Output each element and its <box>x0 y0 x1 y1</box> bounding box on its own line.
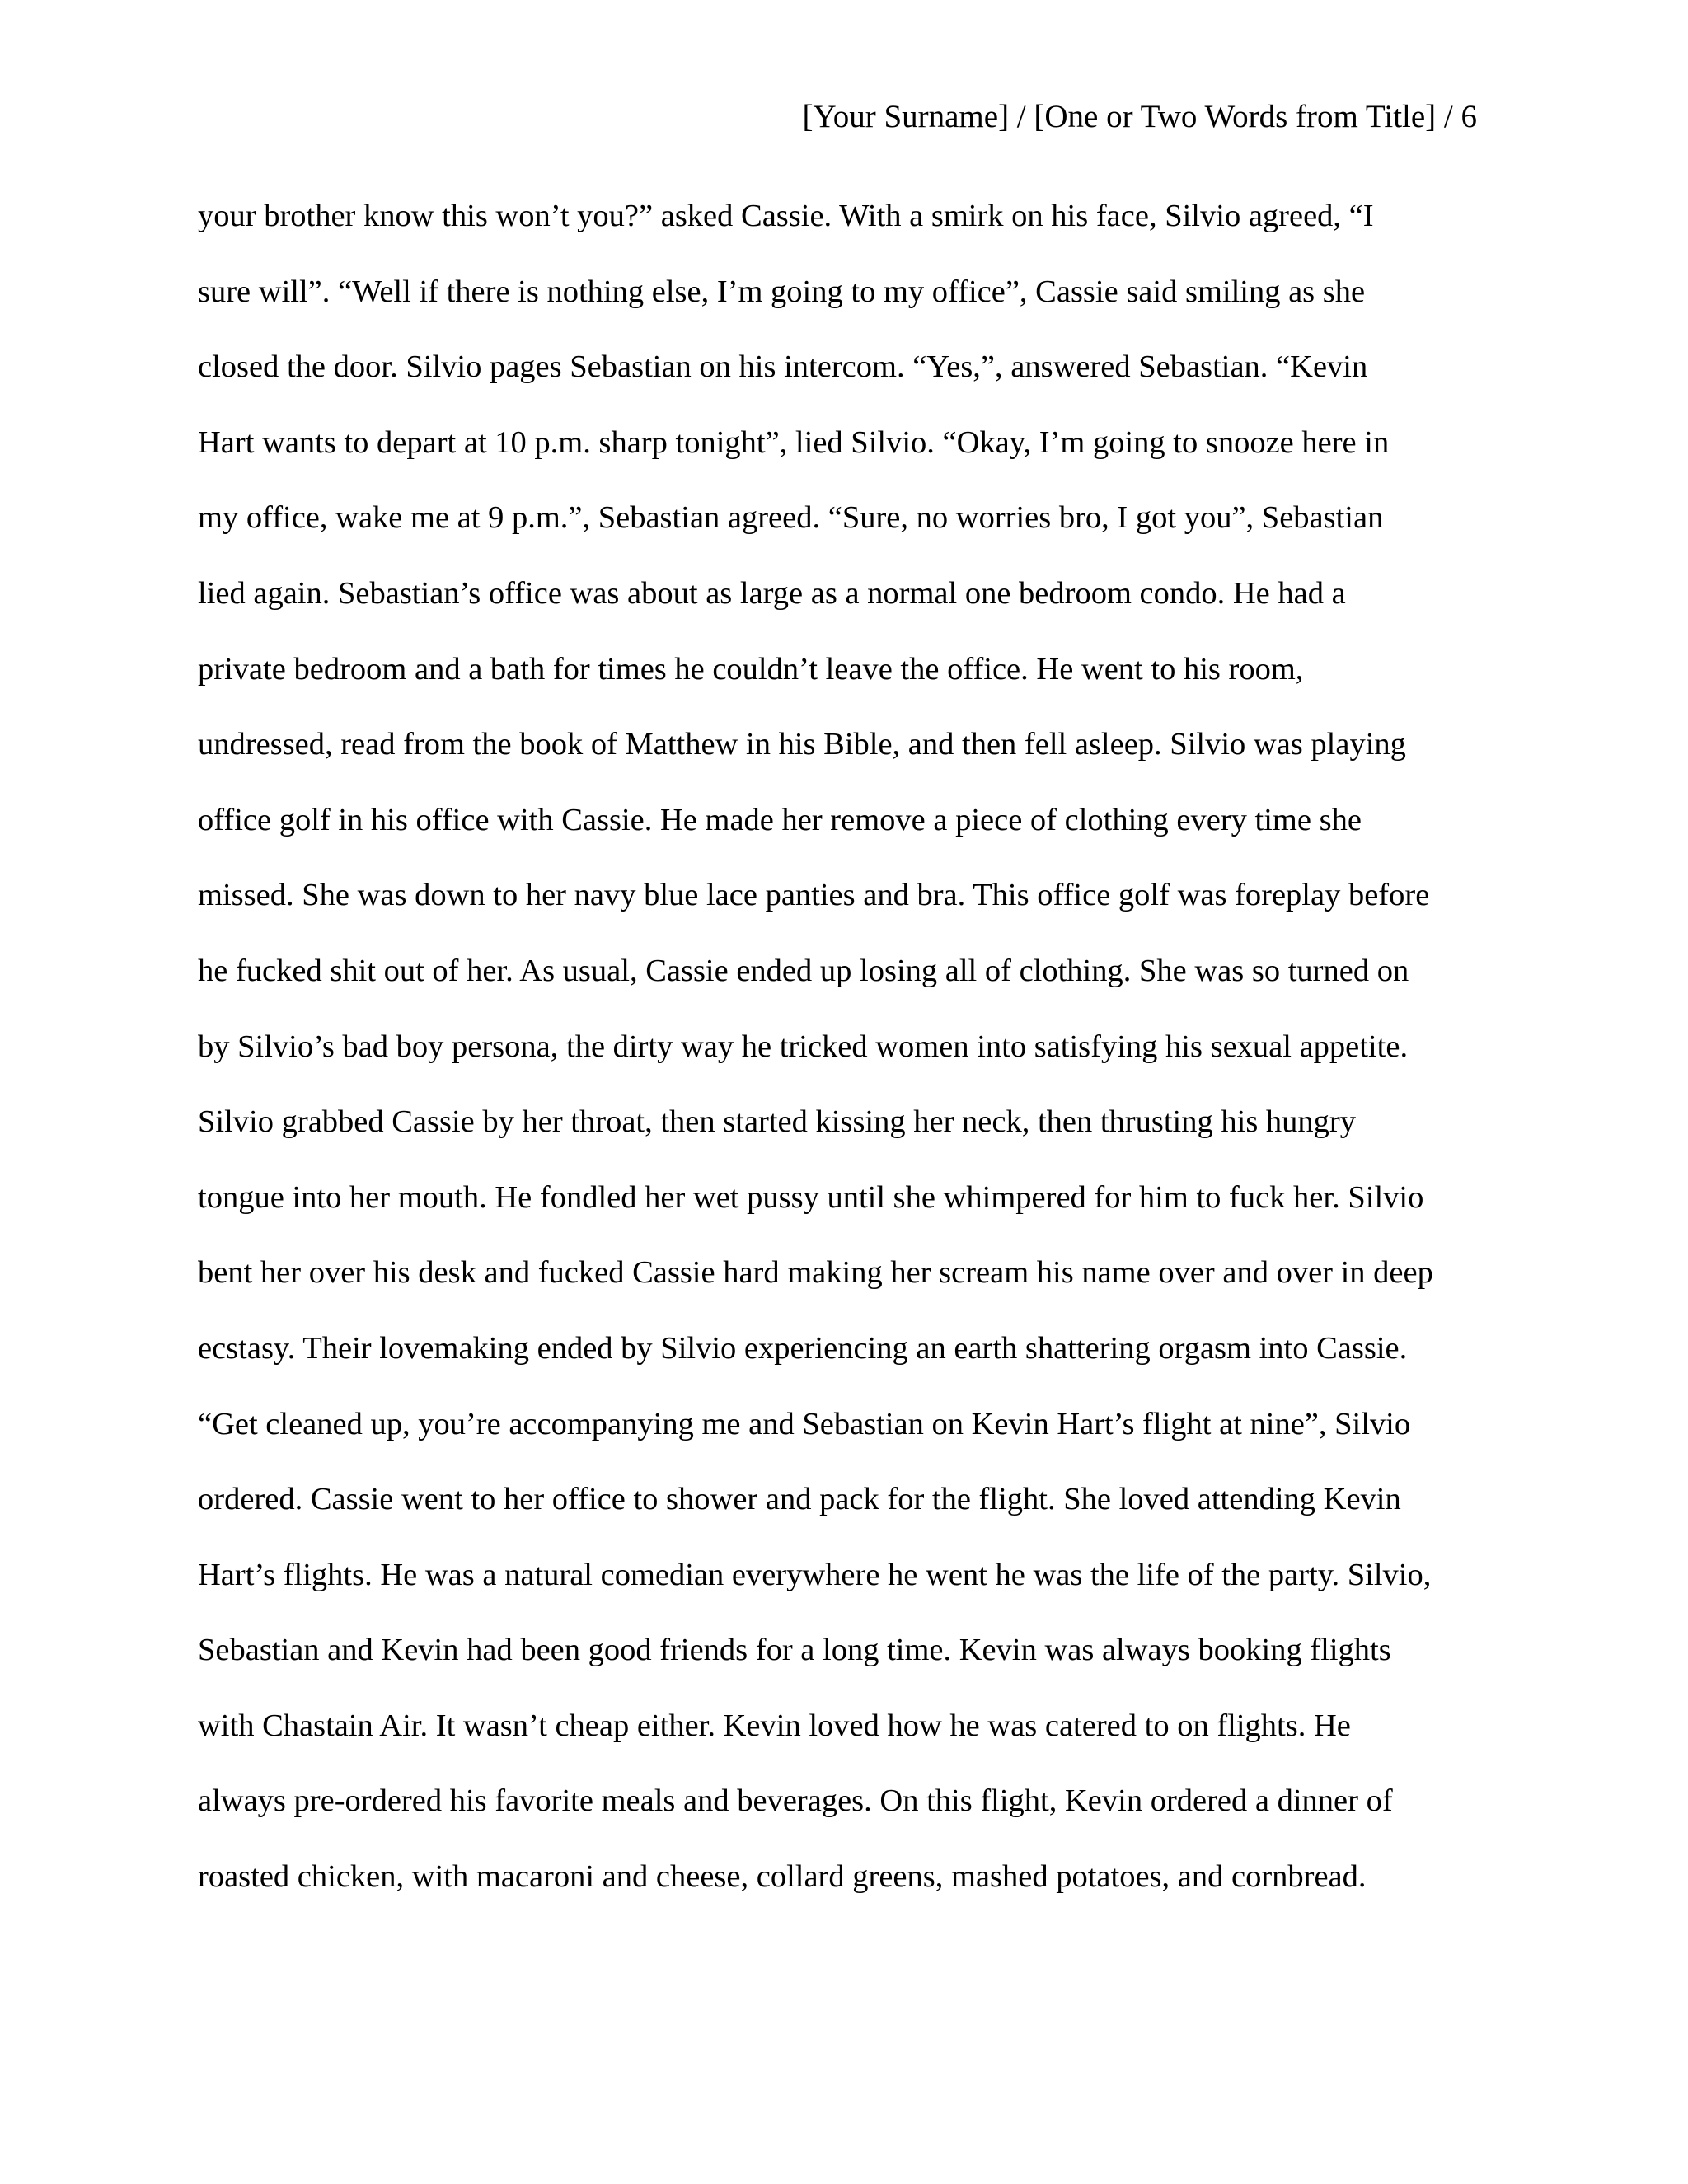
text-line: your brother know this won’t you?” asked Cassie. With a smirk on his face, Silvio agreed, “I <box>198 199 1374 233</box>
text-line: with Chastain Air. It wasn’t cheap either. Kevin loved how he was catered to on flights. He <box>198 1708 1351 1743</box>
text-line: sure will”. “Well if there is nothing else, I’m going to my office”, Cassie said smiling as she <box>198 274 1366 309</box>
text-line: tongue into her mouth. He fondled her wet pussy until she whimpered for him to fuck her. Silvio <box>198 1179 1424 1215</box>
text-line: office golf in his office with Cassie. He made her remove a piece of clothing every time she <box>198 802 1362 837</box>
text-line: Silvio grabbed Cassie by her throat, then started kissing her neck, then thrusting his hungry <box>198 1104 1357 1140</box>
running-head: [Your Surname] / [One or Two Words from Title] / 6 <box>802 99 1477 134</box>
text-line: bent her over his desk and fucked Cassie hard making her scream his name over and over in deep <box>198 1255 1433 1291</box>
text-line: by Silvio’s bad boy persona, the dirty way he tricked women into satisfying his sexual appetite. <box>198 1029 1409 1064</box>
text-line: Sebastian and Kevin had been good friends for a long time. Kevin was always booking flights <box>198 1633 1391 1668</box>
text-line: lied again. Sebastian’s office was about as large as a normal one bedroom condo. He had a <box>198 575 1346 611</box>
text-line: my office, wake me at 9 p.m.”, Sebastian agreed. “Sure, no worries bro, I got you”, Sebastian <box>198 500 1384 536</box>
text-line: “Get cleaned up, you’re accompanying me and Sebastian on Kevin Hart’s flight at nine”, Silvio <box>198 1406 1411 1441</box>
text-line: ecstasy. Their lovemaking ended by Silvio experiencing an earth shattering orgasm into Cassie. <box>198 1330 1408 1366</box>
body-text <box>198 191 1517 1928</box>
text-line: missed. She was down to her navy blue lace panties and bra. This office golf was foreplay before <box>198 878 1430 913</box>
text-line: Hart wants to depart at 10 p.m. sharp tonight”, lied Silvio. “Okay, I’m going to snooze here in <box>198 424 1390 460</box>
text-line: ordered. Cassie went to her office to shower and pack for the flight. She loved attending Kevin <box>198 1482 1401 1517</box>
text-line: closed the door. Silvio pages Sebastian on his intercom. “Yes,”, answered Sebastian. “Kevin <box>198 349 1368 385</box>
text-line: roasted chicken, with macaroni and cheese, collard greens, mashed potatoes, and cornbread. <box>198 1859 1367 1895</box>
text-line: always pre-ordered his favorite meals and beverages. On this flight, Kevin ordered a dinner of <box>198 1783 1393 1819</box>
text-line: he fucked shit out of her. As usual, Cassie ended up losing all of clothing. She was so turned on <box>198 953 1409 988</box>
text-line: Hart’s flights. He was a natural comedian everywhere he went he was the life of the party. Silvio, <box>198 1557 1432 1592</box>
text-line: undressed, read from the book of Matthew in his Bible, and then fell asleep. Silvio was playing <box>198 727 1406 762</box>
text-line: private bedroom and a bath for times he couldn’t leave the office. He went to his room, <box>198 651 1304 687</box>
